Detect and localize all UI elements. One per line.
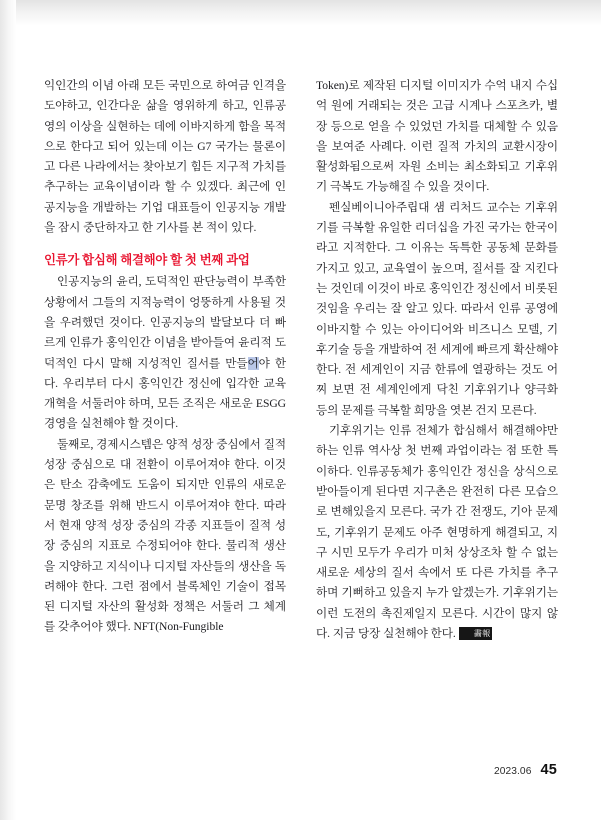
- paragraph-climate-crisis-conclusion: [316, 421, 558, 644]
- left-column: [44, 76, 286, 736]
- page-footer: [494, 762, 557, 778]
- page-edge-shade-top: [0, 0, 601, 26]
- paragraph-economic-system: 둘째로, 경제시스템은 양적 성장 중심에서 질적 성장 중심으로 대 전환이 이루어져야 한다. 이것은 탄소 감축에도 도움이 되지만 인류의 새로운 문명 창조를 위해 반드시 이루어져야 한다. 따라서 현재 양적 성장 중심의 각종 지표들이 질적 성장 중심의 지표로 수정되어야 한다. 물리적 생산을 지양하고 지식이나 디지털 자산들의 생산을 독려해야 한다. 그런 점에서 블록체인 기술이 접목된 디지털 자산의 활성화 정책은 서둘러 그 체계를 갖추어야 했다. NFT(Non-Fungible: [44, 437, 286, 634]
- selected-text-highlight[interactable]: 어: [247, 356, 259, 370]
- paragraph-text-after-selection: 야 한다. 우리부터 다시 홍익인간 정신에 입각한 교육개혁을 서둘러야 하며, 모든 조직은 새로운 ESGG 경영을 실천해야 할 것이다.: [44, 356, 286, 431]
- paragraph-text: 기후위기는 인류 전체가 합심해서 해결해야만 하는 인류 역사상 첫 번째 과업이라는 점 또한 특이하다. 인류공동체가 홍익인간 정신을 상식으로 받아들이게 된다면 지구촌은 완전히 다른 모습으로 변해있을지 모른다. 국가 간 전쟁도, 기아 문제도, 기후위기 문제도 아주 현명하게 해결되고, 지구 시민 모두가 우리가 미처 상상조차 할 수 없는 새로운 세상의 질서 속에서 또 다른 가치를 추구하며 기뻐하고 있을지 누가 알겠는가. 기후위기는 이런 도전의 촉진제일지 모른다. 시간이 많지 않다. 지금 당장 실천해야 한다.: [316, 424, 558, 641]
- right-column: [316, 76, 558, 736]
- paragraph-penn-state-professor: 펜실베이니아주립대 샘 리처드 교수는 기후위기를 극복할 유일한 리더십을 가진 국가는 한국이라고 지적한다. 그 이유는 독특한 공동체 문화를 가지고 있고, 교육열이 높으며, 질서를 잘 지킨다는 것인데 이것이 바로 홍익인간 정신에서 비롯된 것임을 우리는 잘 알고 있다. 따라서 인류 공영에 이바지할 수 있는 아이디어와 비즈니스 모델, 기후기술 등을 개발하여 전 세계에 빠르게 확산해야 한다. 전 세계인이 지금 한류에 열광하는 것도 어찌 보면 전 세계인에게 닥친 기후위기나 양극화 등의 문제를 극복할 희망을 엿본 건지 모른다.: [316, 200, 558, 417]
- paragraph-text-before-selection: 인공지능의 윤리, 도덕적인 판단능력이 부족한 상황에서 그들의 지적능력이 엉뚱하게 사용될 것을 우려했던 것이다. 인공지능의 발달보다 더 빠르게 인류가 홍익인간 이념을 받아들여 윤리적 도덕적인 다시 말해 지성적인 질서를 만들: [44, 275, 286, 370]
- article-body: [44, 76, 558, 736]
- end-of-article-mark: 畵報: [459, 627, 492, 640]
- section-heading: 인류가 합심해 해결해야 할 첫 번째 과업: [44, 253, 250, 268]
- page-number: 45: [540, 762, 557, 778]
- paragraph-with-selection: [44, 272, 286, 434]
- paragraph-continued: 익인간의 이념 아래 모든 국민으로 하여금 인격을 도야하고, 인간다운 삶을 영위하게 하고, 인류공영의 이상을 실현하는 데에 이바지하게 함을 목적으로 한다고 되어 있는데 이는 G7 국가는 물론이고 다른 나라에서는 찾아보기 힘든 지구적 가치를 추구하는 교육이념이라 할 수 있겠다. 최근에 인공지능을 개발하는 기업 대표들이 인공지능 개발을 잠시 중단하자고 한 기사를 본 적이 있다.: [44, 79, 286, 235]
- paragraph-nft-continued: Token)로 제작된 디지털 이미지가 수억 내지 수십억 원에 거래되는 것은 고급 시계나 스포츠카, 별장 등으로 얻을 수 있었던 가치를 대체할 수 있음을 보여준 사례다. 이런 질적 가치의 교환시장이 활성화됨으로써 자원 소비는 최소화되고 기후위기 극복도 가능해질 수 있을 것이다.: [316, 79, 558, 194]
- issue-date: 2023.06: [493, 766, 532, 777]
- page-edge-shade-left: [0, 0, 16, 820]
